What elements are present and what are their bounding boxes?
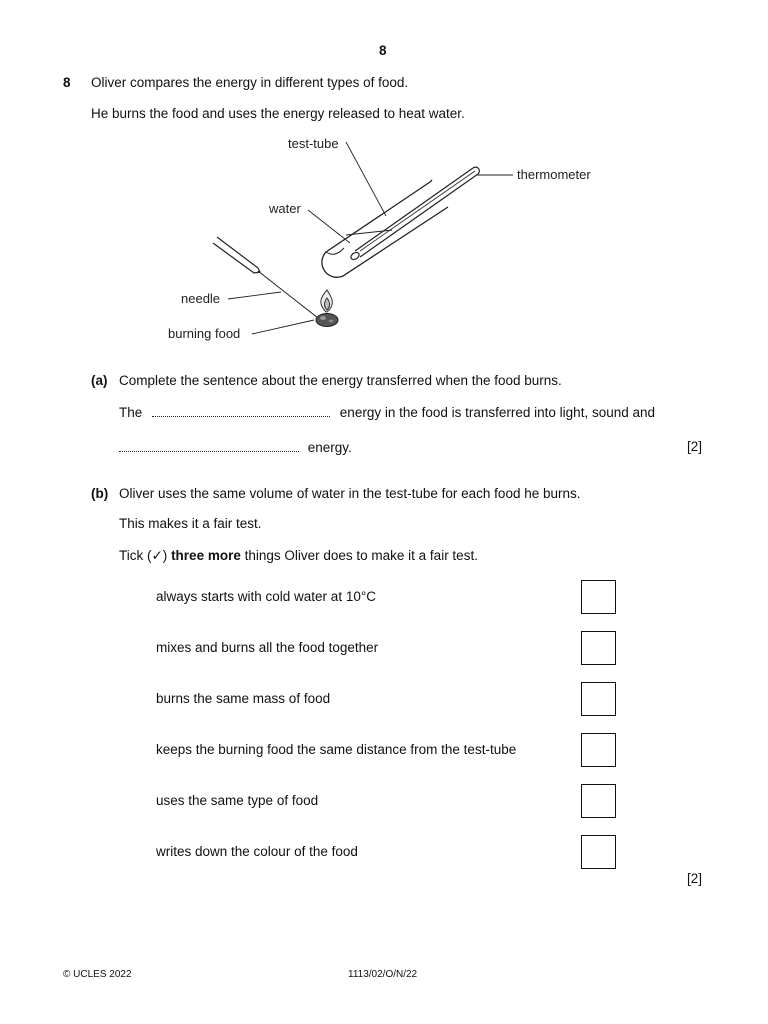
instruction-pre: Tick (✓)	[119, 548, 172, 563]
sentence-start: The	[119, 405, 143, 420]
test-tube-shape	[322, 180, 448, 277]
label-burning-food: burning food	[168, 326, 241, 341]
instruction-post: things Oliver does to make it a fair test.	[240, 548, 478, 563]
water-leader	[308, 210, 350, 243]
tick-box-2[interactable]	[581, 631, 616, 665]
part-a-sentence-line-1	[119, 404, 655, 420]
part-a-marks: [2]	[687, 439, 703, 454]
part-a-sentence-line-2	[119, 439, 352, 455]
apparatus-diagram	[160, 130, 610, 350]
tick-box-5[interactable]	[581, 784, 616, 818]
option-label: burns the same mass of food	[156, 691, 331, 706]
flame-shape	[321, 290, 333, 312]
part-b-text-1: Oliver uses the same volume of water in the test-tube for each food he burns.	[119, 486, 581, 501]
part-b-label: (b)	[91, 486, 109, 501]
question-number: 8	[63, 75, 71, 90]
sentence-end: energy.	[307, 440, 352, 455]
instruction-bold: three more	[171, 548, 241, 563]
question-intro-2: He burns the food and uses the energy released to heat water.	[91, 106, 465, 121]
needle-shape	[258, 271, 318, 318]
option-label: writes down the colour of the food	[156, 844, 358, 859]
needle-holder-shape	[213, 237, 260, 273]
thermometer-shape	[350, 167, 480, 261]
part-a-prompt: Complete the sentence about the energy transferred when the food burns.	[119, 373, 562, 388]
label-thermometer: thermometer	[517, 167, 591, 182]
label-water: water	[269, 201, 301, 216]
part-b-marks: [2]	[687, 871, 703, 886]
tick-box-4[interactable]	[581, 733, 616, 767]
option-label: uses the same type of food	[156, 793, 319, 808]
test-tube-leader	[346, 142, 386, 216]
part-a-label: (a)	[91, 373, 108, 388]
burning-food-shape	[316, 314, 338, 327]
footer-code: 1113/02/O/N/22	[348, 969, 418, 980]
label-needle: needle	[181, 291, 221, 306]
tick-box-1[interactable]	[581, 580, 616, 614]
footer-copyright: © UCLES 2022	[63, 969, 132, 980]
question-intro-1: Oliver compares the energy in different types of food.	[91, 75, 409, 90]
burning-food-leader	[252, 320, 314, 334]
tick-box-3[interactable]	[581, 682, 616, 716]
answer-blank-2[interactable]	[119, 439, 299, 452]
tick-box-6[interactable]	[581, 835, 616, 869]
answer-blank-1[interactable]	[152, 404, 330, 417]
option-label: keeps the burning food the same distance from the test-tube	[156, 742, 517, 757]
option-label: mixes and burns all the food together	[156, 640, 379, 655]
part-b-instruction	[119, 548, 478, 564]
part-b-text-2: This makes it a fair test.	[119, 516, 262, 531]
needle-leader	[228, 292, 281, 299]
option-label: always starts with cold water at 10°C	[156, 589, 376, 604]
label-test-tube: test-tube	[288, 136, 339, 151]
sentence-middle: energy in the food is transferred into light, sound and	[339, 405, 655, 420]
page-number: 8	[379, 43, 387, 58]
